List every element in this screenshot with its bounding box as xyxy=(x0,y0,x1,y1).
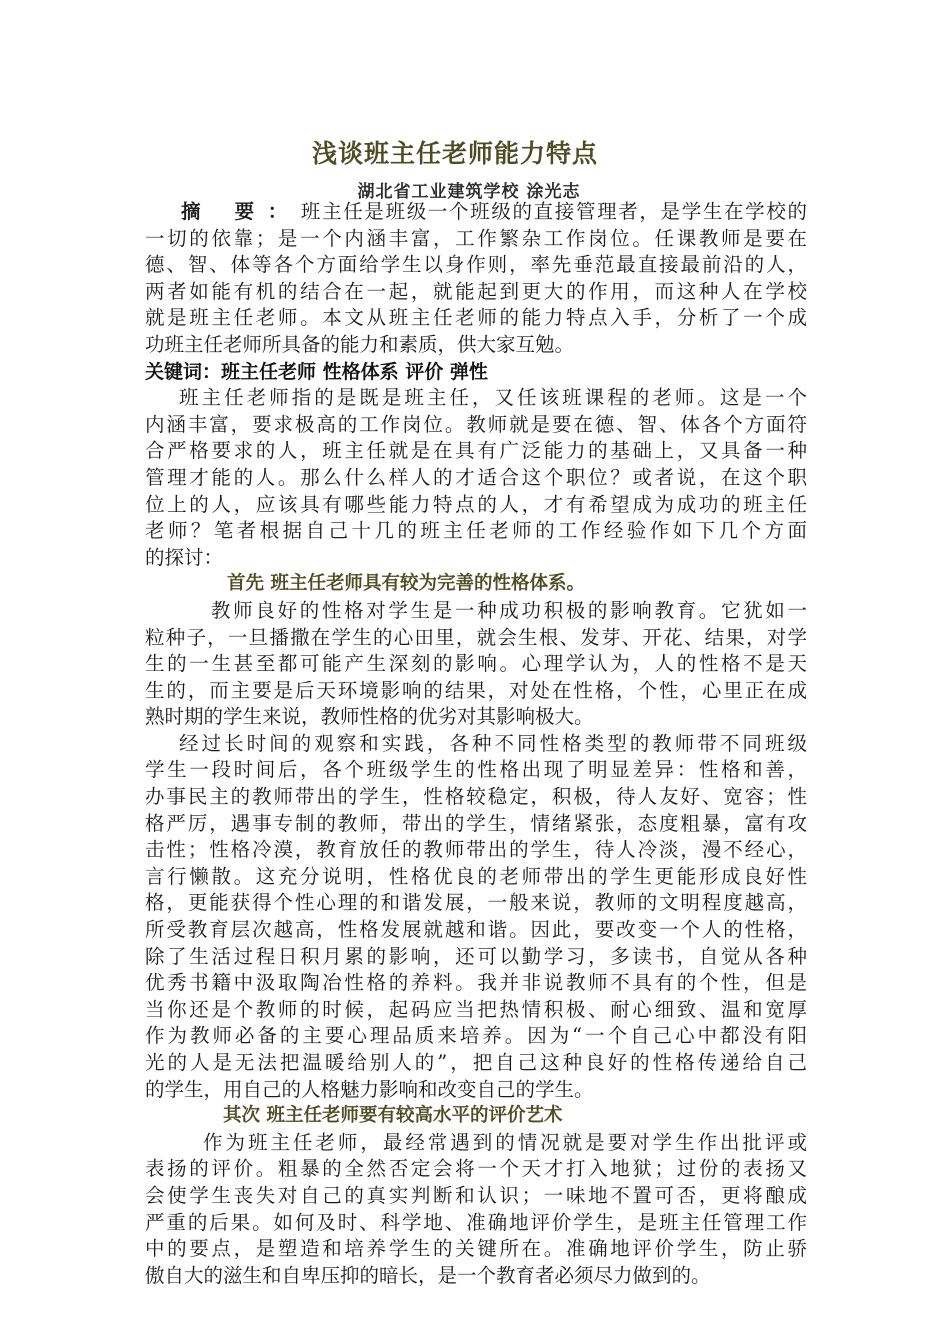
abstract-line: 就是班主任老师。本文从班主任老师的能力特点入手，分析了一个成 xyxy=(145,306,807,330)
paragraph-line: 格严厉，遇事专制的教师，带出的学生，情绪紧张，态度粗暴，富有攻 xyxy=(145,811,807,835)
keywords-line: 关键词：班主任老师 性格体系 评价 弹性 xyxy=(145,360,488,383)
paragraph-line: 会使学生丧失对自己的真实判断和认识；一味地不置可否，更将酿成 xyxy=(145,1183,807,1207)
abstract-line: 两者如能有机的结合在一起，就能起到更大的作用，而这种人在学校 xyxy=(145,279,807,303)
paragraph-line: 中的要点，是塑造和培养学生的关键所在。准确地评价学生，防止骄 xyxy=(145,1237,807,1261)
paragraph-line: 熟时期的学生来说，教师性格的优劣对其影响极大。 xyxy=(145,705,594,729)
intro-paragraph xyxy=(145,385,807,571)
paragraph-line: 傲自大的滋生和自卑压抑的暗长，是一个教育者必须尽力做到的。 xyxy=(145,1263,711,1287)
abstract-line: 德、智、体等各个方面给学生以身作则，率先垂范最直接最前沿的人， xyxy=(145,253,807,277)
paragraph-line: 合严格要求的人，班主任就是在具有广泛能力的基础上，又具备一种 xyxy=(145,439,807,463)
paragraph-line: 言行懒散。这充分说明，性格优良的老师带出的学生更能形成良好性 xyxy=(145,864,807,888)
paragraph-line: 生的，而主要是后天环境影响的结果，对处在性格，个性，心里正在成 xyxy=(145,678,807,702)
paragraph-line: 表扬的评价。粗暴的全然否定会将一个天才打入地狱；过份的表扬又 xyxy=(145,1157,807,1181)
paragraph-line: 优秀书籍中汲取陶冶性格的养料。我并非说教师不具有的个性，但是 xyxy=(145,971,807,995)
paragraph-line: 教师良好的性格对学生是一种成功积极的影响教育。它犹如一 xyxy=(211,598,807,622)
paragraph-line: 经过长时间的观察和实践，各种不同性格类型的教师带不同班级 xyxy=(179,731,807,755)
paragraph-line: 作为班主任老师，最经常遇到的情况就是要对学生作出批评或 xyxy=(203,1130,807,1154)
abstract-line: 摘 要：班主任是班级一个班级的直接管理者，是学生在学校的 xyxy=(181,200,807,223)
paragraph-line: 粒种子，一旦播撒在学生的心田里，就会生根、发芽、开花、结果，对学 xyxy=(145,625,807,649)
document-body xyxy=(145,199,807,1289)
document-title: 浅谈班主任老师能力特点 xyxy=(311,139,598,168)
paragraph-line: 的学生，用自己的人格魅力影响和改变自己的学生。 xyxy=(145,1077,594,1101)
paragraph-line: 当你还是个教师的时候，起码应当把热情积极、耐心细致、温和宽厚 xyxy=(145,997,807,1021)
abstract-label: 摘 要： xyxy=(181,200,301,223)
paragraph-line: 生的一生甚至都可能产生深刻的影响。心理学认为，人的性格不是天 xyxy=(145,652,807,676)
paragraph-line: 学生一段时间后，各个班级学生的性格出现了明显差异：性格和善， xyxy=(145,758,807,782)
section2-paragraph-1 xyxy=(145,1130,807,1290)
paragraph-line: 老师？笔者根据自己十几的班主任老师的工作经验作如下几个方面 xyxy=(145,519,807,543)
author-line: 湖北省工业建筑学校 涂光志 xyxy=(357,182,581,202)
paragraph-line: 所受教育层次越高，性格发展就越和谐。因此，要改变一个人的性格， xyxy=(145,918,807,942)
paragraph-line: 的探讨： xyxy=(145,545,224,569)
section-heading-1: 首先 班主任老师具有较为完善的性格体系。 xyxy=(227,573,585,595)
abstract-line: 功班主任老师所具备的能力和素质，供大家互勉。 xyxy=(145,332,575,356)
paragraph-line: 内涵丰富，要求极高的工作岗位。教师就是要在德、智、体各个方面符 xyxy=(145,412,807,436)
paragraph-line: 班主任老师指的是既是班主任，又任该班课程的老师。这是一个 xyxy=(179,386,807,410)
abstract xyxy=(145,199,807,359)
paragraph-line: 格，更能获得个性心理的和谐发展，一般来说，教师的文明程度越高， xyxy=(145,891,807,915)
paragraph-line: 管理才能的人。那么什么样人的才适合这个职位？或者说，在这个职 xyxy=(145,465,807,489)
paragraph-line: 光的人是无法把温暖给别人的”，把自己这种良好的性格传递给自己 xyxy=(145,1051,807,1074)
section1-paragraph-2 xyxy=(145,731,807,1103)
paragraph-line: 办事民主的教师带出的学生，性格较稳定，积极，待人友好、宽容；性 xyxy=(145,785,807,809)
paragraph-line: 严重的后果。如何及时、科学地、准确地评价学生，是班主任管理工作 xyxy=(145,1210,807,1234)
paragraph-line: 除了生活过程日积月累的影响，还可以勤学习，多读书，自觉从各种 xyxy=(145,944,807,968)
abstract-line: 一切的依靠；是一个内涵丰富，工作繁杂工作岗位。任课教师是要在 xyxy=(145,226,807,250)
paragraph-line: 作为教师必备的主要心理品质来培养。因为“一个自己心中都没有阳 xyxy=(145,1024,807,1048)
paragraph-line: 击性；性格冷漠，教育放任的教师带出的学生，待人冷淡，漫不经心， xyxy=(145,838,807,862)
section-heading-2: 其次 班主任老师要有较高水平的评价艺术 xyxy=(223,1105,563,1127)
paragraph-line: 位上的人，应该具有哪些能力特点的人，才有希望成为成功的班主任 xyxy=(145,492,807,516)
section1-paragraph-1 xyxy=(145,598,807,731)
